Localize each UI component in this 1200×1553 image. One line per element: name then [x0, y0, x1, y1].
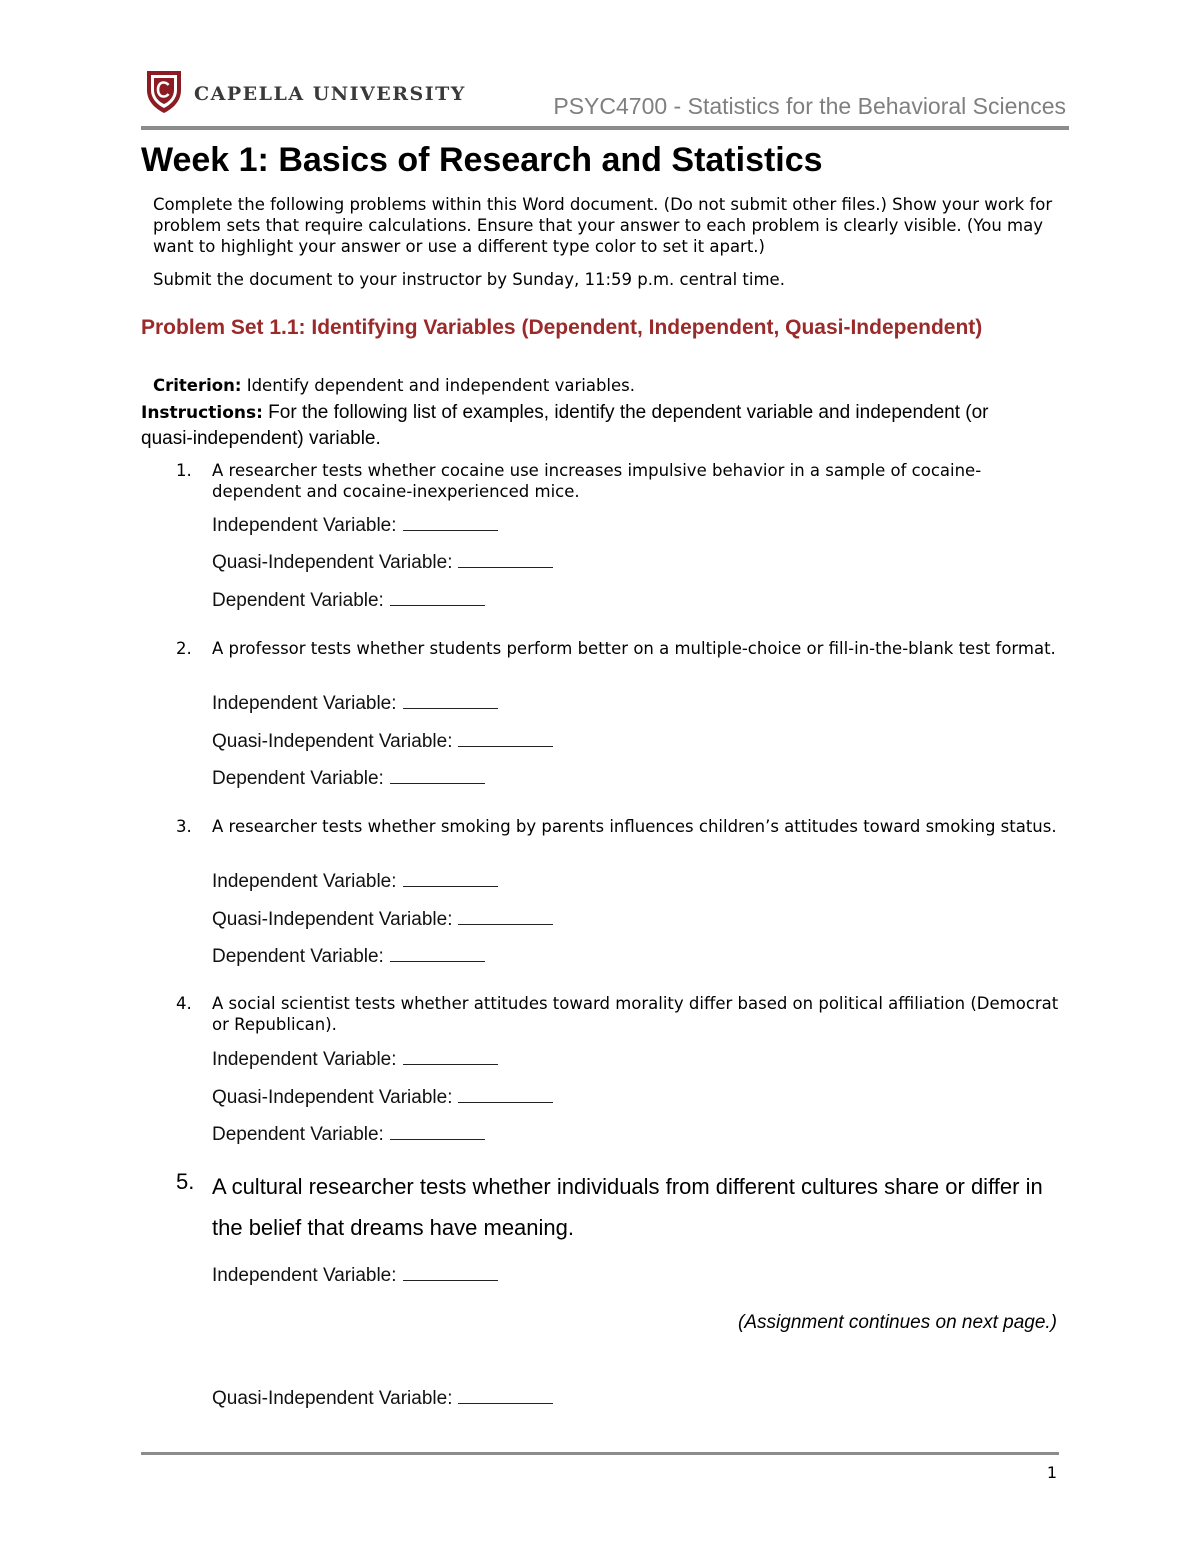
dependent-variable-line	[212, 945, 485, 968]
answer-blank[interactable]	[390, 589, 485, 606]
university-logo	[144, 68, 466, 114]
question-number: 5.	[176, 1169, 195, 1194]
answer-blank[interactable]	[390, 767, 485, 784]
criterion-line	[153, 376, 635, 395]
answer-blank[interactable]	[390, 945, 485, 962]
quasi-independent-variable-line	[212, 1086, 553, 1109]
dependent-variable-label: Dependent Variable:	[212, 1124, 384, 1145]
answer-blank[interactable]	[458, 1387, 553, 1404]
independent-variable-label: Independent Variable:	[212, 693, 397, 714]
quasi-independent-variable-label: Quasi-Independent Variable:	[212, 731, 453, 752]
question-number: 4.	[176, 994, 192, 1013]
independent-variable-label: Independent Variable:	[212, 1265, 397, 1286]
problem-set-heading: Problem Set 1.1: Identifying Variables (Dependent, Independent, Quasi-Independent)	[141, 316, 983, 339]
dependent-variable-line	[212, 1123, 485, 1146]
independent-variable-label: Independent Variable:	[212, 1049, 397, 1070]
answer-blank[interactable]	[403, 1048, 498, 1065]
independent-variable-line	[212, 1048, 498, 1071]
crest-icon	[144, 68, 184, 114]
answer-blank[interactable]	[458, 730, 553, 747]
intro-paragraph: Complete the following problems within this Word document. (Do not submit other files.) Show your work for problem sets that require calculations. Ensure that your answer to each problem is clearly visible. (You may want to highlight your answer or use a different type color to set it apart.)	[153, 195, 1053, 256]
dependent-variable-line	[212, 589, 485, 612]
submission-note: Submit the document to your instructor by Sunday, 11:59 p.m. central time.	[153, 270, 785, 289]
page-title: Week 1: Basics of Research and Statistics	[141, 141, 823, 179]
footer-rule	[141, 1452, 1059, 1455]
independent-variable-line	[212, 1264, 498, 1287]
question-text: A social scientist tests whether attitudes toward morality differ based on political affiliation (Democrat or Republican).	[212, 994, 1059, 1034]
answer-blank[interactable]	[458, 908, 553, 925]
quasi-independent-variable-line	[212, 1387, 553, 1410]
answer-blank[interactable]	[403, 1264, 498, 1281]
independent-variable-label: Independent Variable:	[212, 515, 397, 536]
answer-blank[interactable]	[403, 870, 498, 887]
dependent-variable-line	[212, 767, 485, 790]
header-rule	[141, 126, 1069, 130]
answer-blank[interactable]	[403, 692, 498, 709]
quasi-independent-variable-label: Quasi-Independent Variable:	[212, 552, 453, 573]
answer-blank[interactable]	[390, 1123, 485, 1140]
instructions-label: Instructions:	[141, 403, 263, 423]
quasi-independent-variable-line	[212, 908, 553, 931]
question-number: 1.	[176, 461, 192, 480]
answer-blank[interactable]	[403, 514, 498, 531]
independent-variable-label: Independent Variable:	[212, 871, 397, 892]
question-number: 2.	[176, 639, 192, 658]
independent-variable-line	[212, 692, 498, 715]
instructions-line	[141, 400, 1001, 452]
dependent-variable-label: Dependent Variable:	[212, 590, 384, 611]
logo-text: CAPELLA UNIVERSITY	[194, 83, 466, 105]
criterion-label: Criterion:	[153, 376, 242, 395]
dependent-variable-label: Dependent Variable:	[212, 768, 384, 789]
course-title: PSYC4700 - Statistics for the Behavioral Sciences	[553, 93, 1066, 119]
quasi-independent-variable-label: Quasi-Independent Variable:	[212, 1388, 453, 1409]
question-number: 3.	[176, 817, 192, 836]
criterion-text: Identify dependent and independent variables.	[246, 376, 635, 395]
question-text: A cultural researcher tests whether individuals from different cultures share or differ in the belief that dreams have meaning.	[212, 1174, 1043, 1240]
instructions-text: For the following list of examples, identify the dependent variable and independent (or quasi-independent) variable.	[141, 402, 989, 449]
independent-variable-line	[212, 870, 498, 893]
question-text: A researcher tests whether smoking by parents influences children’s attitudes toward smoking status.	[212, 817, 1057, 836]
question-text: A researcher tests whether cocaine use increases impulsive behavior in a sample of cocaine-dependent and cocaine-inexperienced mice.	[212, 461, 982, 501]
answer-blank[interactable]	[458, 551, 553, 568]
independent-variable-line	[212, 514, 498, 537]
question-text: A professor tests whether students perform better on a multiple-choice or fill-in-the-blank test format.	[212, 639, 1056, 658]
answer-blank[interactable]	[458, 1086, 553, 1103]
quasi-independent-variable-label: Quasi-Independent Variable:	[212, 909, 453, 930]
quasi-independent-variable-line	[212, 730, 553, 753]
dependent-variable-label: Dependent Variable:	[212, 946, 384, 967]
continues-note: (Assignment continues on next page.)	[738, 1312, 1057, 1333]
quasi-independent-variable-line	[212, 551, 553, 574]
page-number: 1	[1046, 1463, 1057, 1482]
quasi-independent-variable-label: Quasi-Independent Variable:	[212, 1087, 453, 1108]
